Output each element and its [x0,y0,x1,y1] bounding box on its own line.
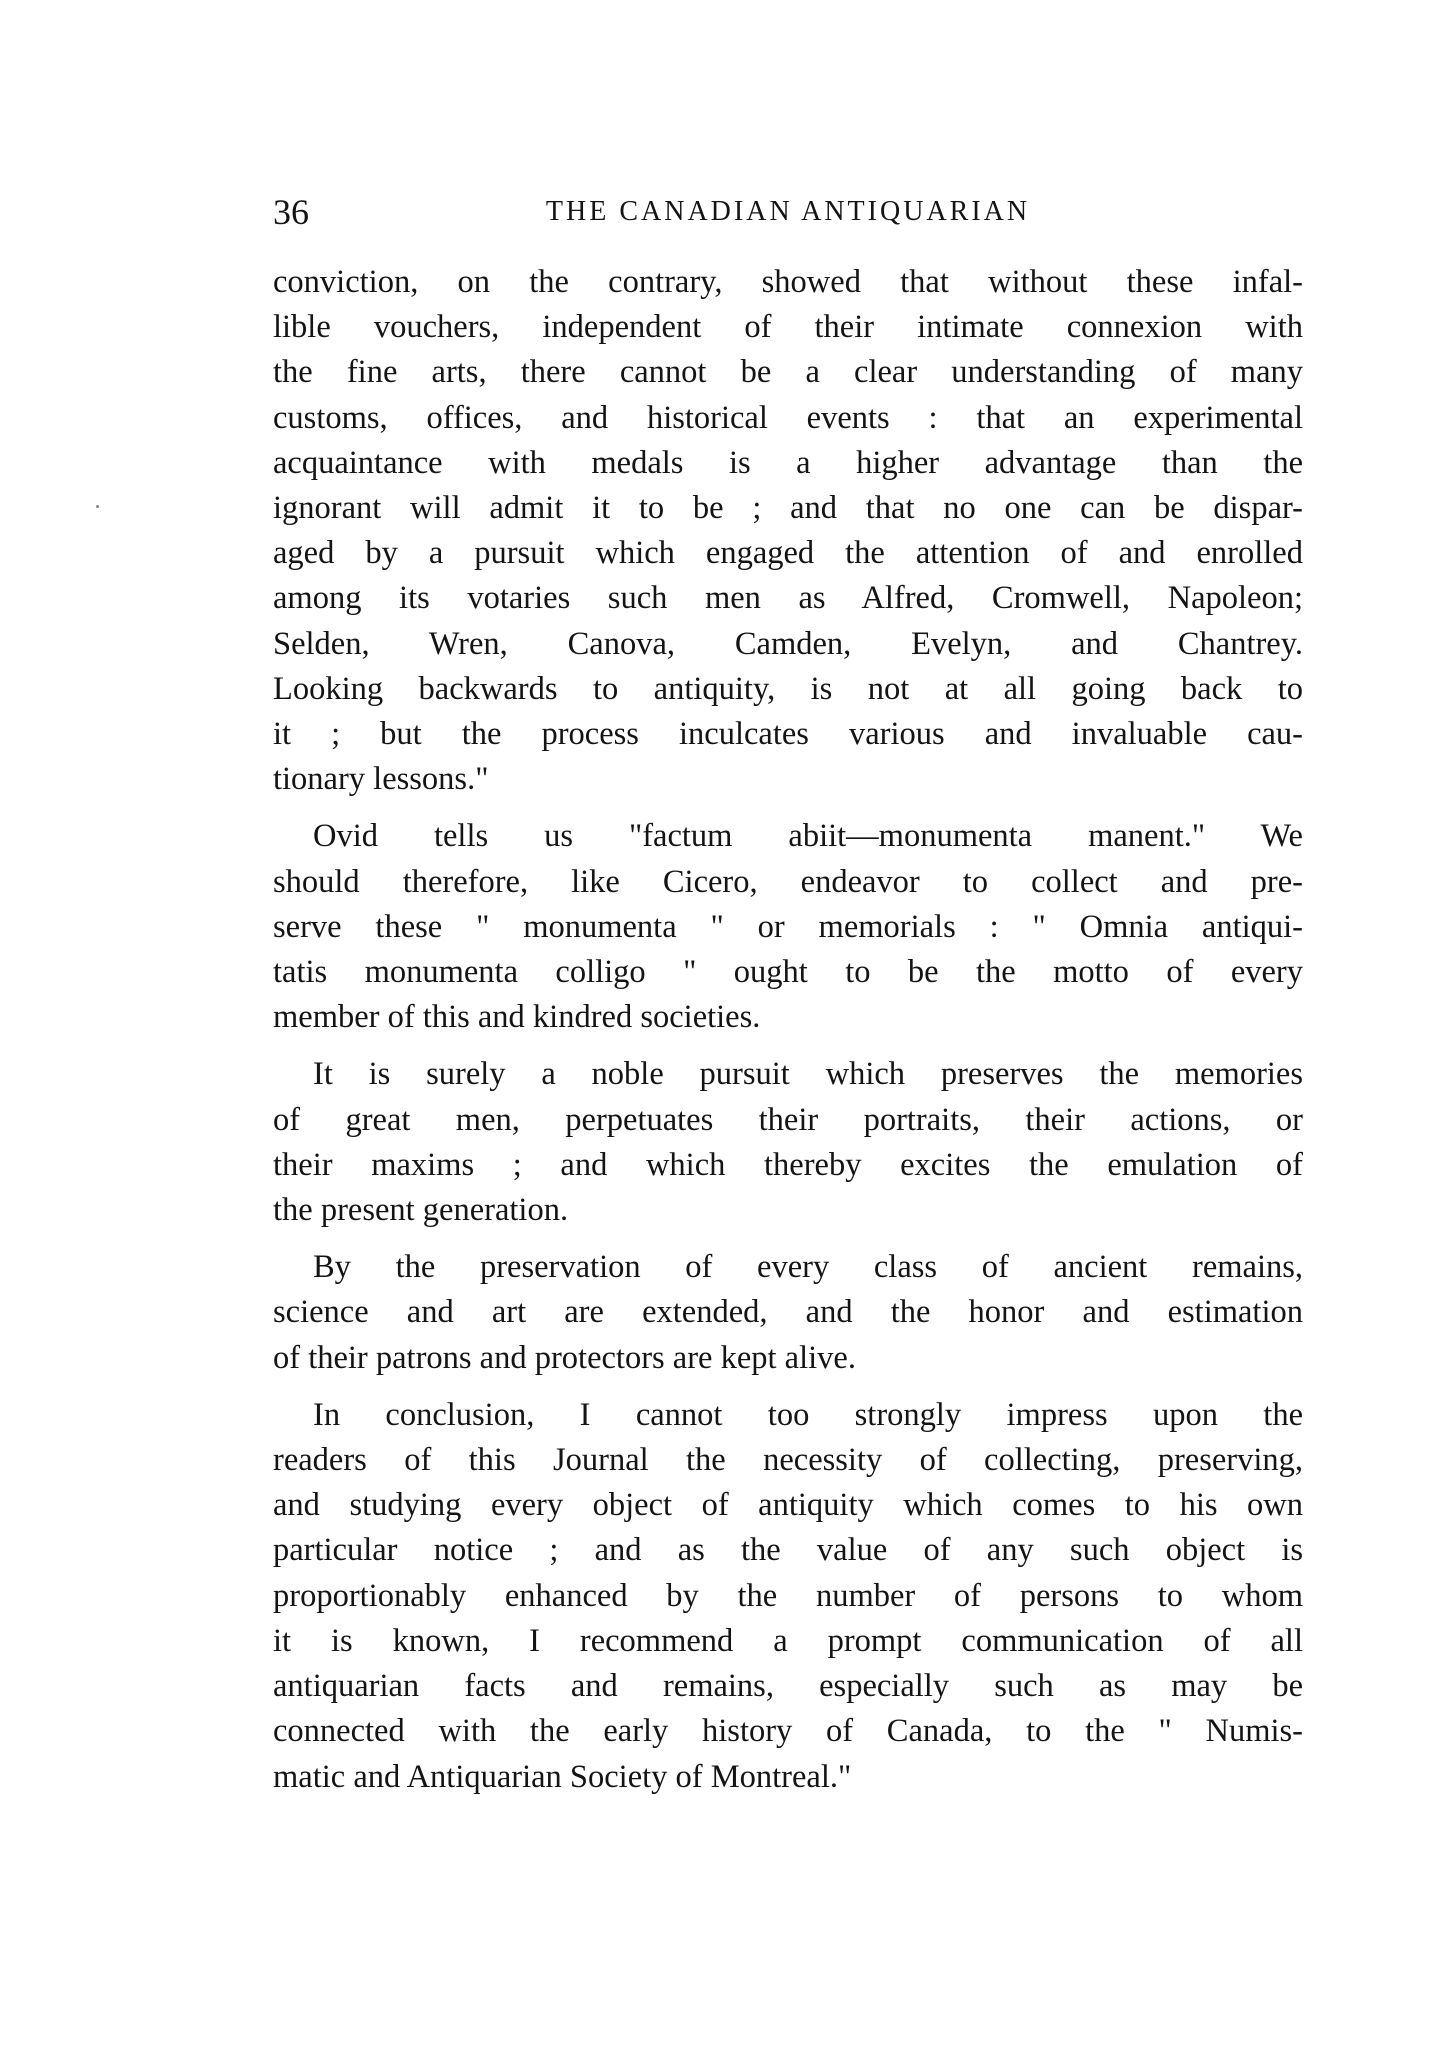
paragraph [273,1393,1303,1800]
text-line: the present generation. [273,1192,569,1229]
text-line: the fine arts, there cannot be a clear understanding of many [273,354,1303,391]
paragraph [273,260,1303,802]
text-line: By the preservation of every class of ancient remains, [313,1249,1303,1286]
text-line: should therefore, like Cicero, endeavor to collect and pre- [273,863,1303,900]
text-line: it is known, I recommend a prompt communication of all [273,1622,1303,1659]
text-line: readers of this Journal the necessity of collecting, preserving, [273,1442,1303,1479]
text-line: of great men, perpetuates their portraits, their actions, or [273,1101,1303,1138]
text-line: aged by a pursuit which engaged the attention of and enrolled [273,535,1303,572]
text-line: it ; but the process inculcates various and invaluable cau- [273,716,1303,753]
page-number: 36 [273,192,309,232]
text-line: serve these " monumenta " or memorials : " Omnia antiqui- [273,908,1303,945]
text-line: ignorant will admit it to be ; and that no one can be dispar- [273,490,1303,527]
text-line: their maxims ; and which thereby excites the emulation of [273,1146,1303,1183]
text-line: science and art are extended, and the honor and estimation [273,1294,1303,1331]
text-line: member of this and kindred societies. [273,999,761,1036]
text-line: among its votaries such men as Alfred, Cromwell, Napoleon; [273,580,1303,617]
text-line: matic and Antiquarian Society of Montreal." [273,1758,852,1795]
text-line: customs, offices, and historical events : that an experimental [273,399,1303,436]
text-line: antiquarian facts and remains, especially such as may be [273,1668,1303,1705]
text-line: particular notice ; and as the value of any such object is [273,1532,1303,1569]
text-line: tionary lessons." [273,761,489,798]
scan-speck [96,505,99,508]
text-line: It is surely a noble pursuit which preserves the memories [313,1056,1303,1093]
body-text [273,260,1303,1812]
running-head: THE CANADIAN ANTIQUARIAN [545,196,1031,227]
text-line: conviction, on the contrary, showed that without these infal- [273,264,1303,300]
text-line: proportionably enhanced by the number of persons to whom [273,1577,1303,1614]
text-line: Ovid tells us "factum abiit—monumenta manent." We [313,818,1303,855]
page-header [273,188,1303,236]
text-line: tatis monumenta colligo " ought to be the motto of every [273,954,1303,991]
paragraph [273,1245,1303,1381]
paragraph [273,1052,1303,1233]
text-line: Selden, Wren, Canova, Camden, Evelyn, and Chantrey. [273,625,1303,662]
text-line: connected with the early history of Canada, to the " Numis- [273,1713,1303,1750]
text-line: lible vouchers, independent of their intimate connexion with [273,309,1303,346]
text-line: of their patrons and protectors are kept alive. [273,1339,856,1376]
text-line: and studying every object of antiquity which comes to his own [273,1487,1303,1524]
text-line: In conclusion, I cannot too strongly impress upon the [313,1396,1303,1433]
text-line: Looking backwards to antiquity, is not at all going back to [273,670,1303,707]
text-line: acquaintance with medals is a higher advantage than the [273,444,1303,481]
paragraph [273,814,1303,1040]
